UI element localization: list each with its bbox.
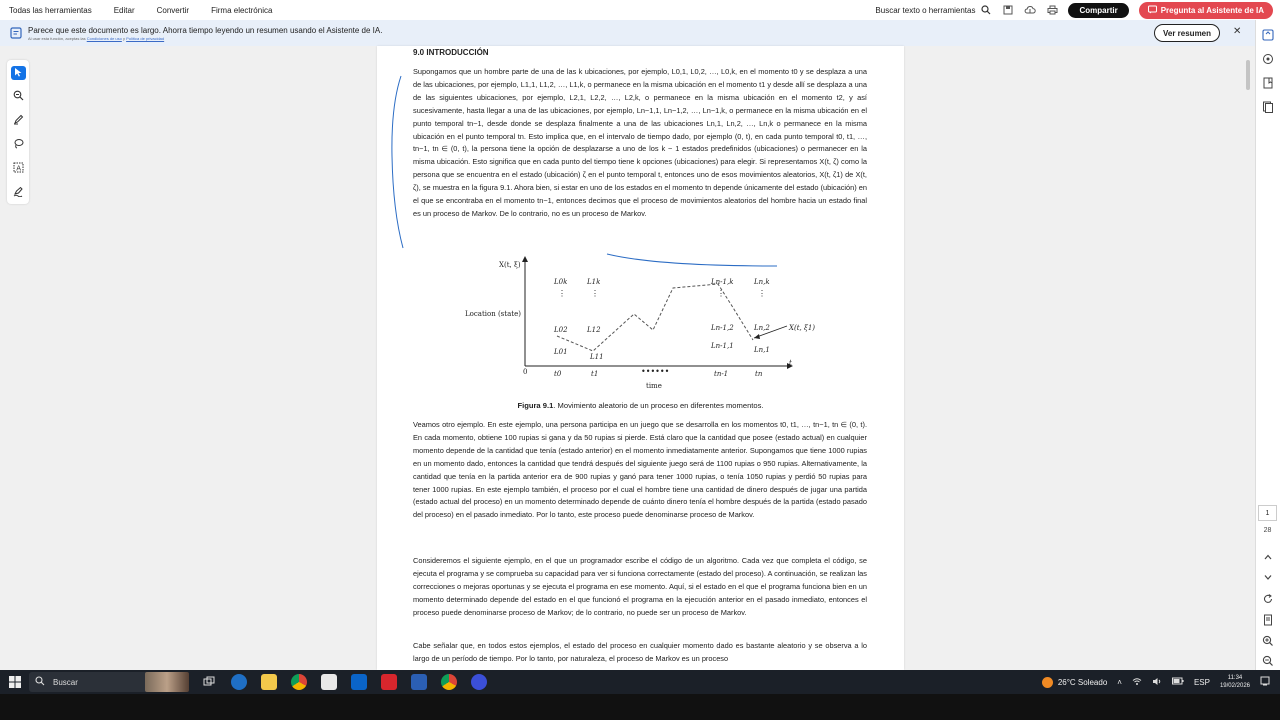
text-box-icon <box>13 160 24 178</box>
t-axis-label: t <box>789 359 792 367</box>
bookmark-icon[interactable] <box>1262 76 1274 88</box>
col0-dots: ⋮ <box>558 289 566 298</box>
taskbar-search[interactable] <box>29 672 189 692</box>
label-ln1: Ln,1 <box>754 346 770 354</box>
wifi-icon[interactable] <box>1132 677 1142 688</box>
taskbar-apps <box>201 674 487 690</box>
ai-summary-icon <box>10 27 22 39</box>
state-label: Location (state) <box>465 310 521 318</box>
origin-label: 0 <box>523 368 528 376</box>
volume-icon[interactable] <box>1152 677 1162 688</box>
col1-dots: ⋮ <box>591 289 599 298</box>
banner-texts <box>28 26 382 41</box>
label-ln2: Ln,2 <box>754 324 770 332</box>
tick-t1: t1 <box>591 370 599 378</box>
mail-icon[interactable] <box>351 674 367 690</box>
acrobat-icon[interactable] <box>381 674 397 690</box>
figure-caption-text: . Movimiento aleatorio de un proceso en diferentes momentos. <box>553 401 764 410</box>
label-l01: L01 <box>554 348 568 356</box>
clock-time: 11:34 <box>1227 675 1243 681</box>
rotate-icon[interactable] <box>1262 592 1274 604</box>
label-ln11: Ln-1,1 <box>711 342 734 350</box>
y-axis-arrow <box>522 256 528 262</box>
notifications-icon[interactable] <box>1260 676 1270 688</box>
tick-t0: t0 <box>554 370 562 378</box>
banner-legal-prefix: Al usar esta función, aceptas las <box>28 35 86 41</box>
zoom-tool[interactable] <box>11 90 26 104</box>
store-icon[interactable] <box>321 674 337 690</box>
ai-sparkle-icon <box>1148 5 1157 16</box>
label-l0k: L0k <box>554 278 568 286</box>
label-lnk: Ln,k <box>754 278 770 286</box>
top-menu-bar <box>0 0 1280 20</box>
edge-icon[interactable] <box>231 674 247 690</box>
file-explorer-icon[interactable] <box>261 674 277 690</box>
document-page <box>377 46 904 670</box>
lasso-tool[interactable] <box>11 138 26 152</box>
coln1-dots: ⋮ <box>717 289 725 298</box>
section-heading: 9.0 INTRODUCCIÓN <box>413 48 489 57</box>
paragraph-2: Veamos otro ejemplo. En este ejemplo, una persona participa en un juego que se desarrolla en los momentos t0, t1, …, tn−1, tn ∈ (0, t). En cada momento, obtiene 100 rupias si gana y da 50 rupias si pierde. Está claro que la cantidad que posee (estado actual) en cualquier momento depende de la cantidad que tenía (estado anterior) en el momento inmediatamente anterior. Supongamos que tiene 1000 rupias en un momento dado, entonces la cantidad que tendrá después del siguiente juego será de 1100 rupias o 950 rupias. Alternativamente, la cantidad que tenía en la partida anterior era de 900 rupias y ganó para tener 1000 rupias, o tenía 1050 rupias y perdió 50 rupias para tener 1000 rupias. En este ejemplo también, el proceso por el cual el hombre tiene una cantidad de dinero después de jugar una partida (estado actual del proceso) en un momento determinado depende de cuánto dinero tenía el hombre después de la partida (estado pasado del proceso) en el pasado inmediato. Por lo tanto, este proceso puede denominarse proceso de Markov. <box>413 420 867 520</box>
sign-tool[interactable] <box>11 186 26 200</box>
search-highlight-image <box>145 672 189 692</box>
search-icon <box>980 4 992 16</box>
save-icon[interactable] <box>1002 4 1014 16</box>
ai-summary-banner <box>0 20 1255 46</box>
close-icon[interactable]: ✕ <box>1233 26 1242 37</box>
view-summary-button[interactable]: Ver resumen <box>1154 24 1220 42</box>
top-right-actions <box>875 2 1280 19</box>
x-axis-label: time <box>646 382 662 390</box>
svg-text:A: A <box>15 164 21 173</box>
vertical-scrollbar[interactable] <box>1243 46 1253 670</box>
lasso-icon <box>13 136 24 154</box>
privacy-link[interactable]: Política de privacidad <box>126 35 165 41</box>
taskbar-search-label: Buscar <box>53 677 78 687</box>
tick-tn-1: tn-1 <box>714 370 729 378</box>
fit-page-icon[interactable] <box>1262 613 1274 625</box>
path-label: X(t, ξ1) <box>789 324 816 332</box>
chrome-profile-icon[interactable] <box>441 674 457 690</box>
label-ln1k: Ln-1,k <box>711 278 734 286</box>
weather-label: 26°C Soleado <box>1057 677 1108 687</box>
page-number-input[interactable]: 1 <box>1258 505 1277 521</box>
label-l12: L12 <box>587 326 601 334</box>
pages-icon[interactable] <box>1262 100 1274 112</box>
banner-legal-and: y <box>122 35 125 41</box>
sun-icon <box>1042 677 1053 688</box>
page-total: 28 <box>1263 527 1272 534</box>
chrome-icon[interactable] <box>291 674 307 690</box>
menu-edit[interactable]: Editar <box>113 5 135 15</box>
print-icon[interactable] <box>1046 4 1058 16</box>
pen-icon <box>13 112 24 130</box>
markov-figure <box>457 254 837 394</box>
menu-all-tools[interactable]: Todas las herramientas <box>9 5 92 15</box>
figure-caption <box>377 401 904 410</box>
chevron-down-icon[interactable] <box>1262 570 1274 582</box>
select-tool[interactable] <box>11 66 26 80</box>
windows-start-icon[interactable] <box>9 676 21 688</box>
clock[interactable] <box>1220 674 1250 690</box>
banner-message: Parece que este documento es largo. Ahorra tiempo leyendo un resumen usando el Asistente de IA. <box>28 25 383 35</box>
zoom-icon <box>13 88 24 106</box>
label-l11: L11 <box>590 353 604 361</box>
share-button[interactable]: Compartir <box>1068 3 1128 18</box>
path-pointer-arrow <box>754 334 760 339</box>
pen-tool[interactable] <box>11 114 26 128</box>
label-l1k: L1k <box>587 278 601 286</box>
task-view-icon[interactable] <box>201 674 217 690</box>
zoom-out-icon[interactable] <box>1262 654 1274 666</box>
banner-legal <box>28 36 382 41</box>
ai-assistant-button[interactable] <box>1139 2 1273 19</box>
tick-tn: tn <box>755 370 763 378</box>
chevron-up-icon[interactable] <box>1262 550 1274 562</box>
terms-link[interactable]: Condiciones de uso <box>86 35 122 41</box>
y-axis-label: X(t, ξ) <box>499 261 521 269</box>
cursor-icon <box>14 64 23 82</box>
menu-convert[interactable]: Convertir <box>156 5 190 15</box>
scrollbar-thumb[interactable] <box>1246 60 1250 90</box>
word-icon[interactable] <box>411 674 427 690</box>
tray-chevron-up-icon[interactable]: ˄ <box>1117 677 1122 687</box>
search-tools-label: Buscar texto o herramientas <box>875 5 976 15</box>
text-tool[interactable] <box>11 162 26 176</box>
menu-esign[interactable]: Firma electrónica <box>211 5 273 15</box>
label-l02: L02 <box>554 326 568 334</box>
comment-icon[interactable] <box>1262 52 1274 64</box>
system-tray <box>1042 674 1280 690</box>
weather-widget[interactable] <box>1042 677 1107 688</box>
clock-date: 19/02/2026 <box>1219 683 1250 689</box>
annotation-toolbar <box>7 60 29 204</box>
taskbar-search-icon <box>35 676 45 688</box>
coln-dots: ⋮ <box>758 289 766 298</box>
cloud-upload-icon[interactable] <box>1024 4 1036 16</box>
signature-icon <box>13 184 24 202</box>
ai-panel-icon[interactable] <box>1262 28 1274 40</box>
search-tools-button[interactable] <box>875 4 992 16</box>
label-ln12: Ln-1,2 <box>711 324 734 332</box>
battery-icon[interactable] <box>1172 677 1184 687</box>
dots-label: •••••• <box>641 367 670 376</box>
paragraph-1: Supongamos que un hombre parte de una de las k ubicaciones, por ejemplo, L0,1, L0,2, …, L0,k, en el momento t0 y se desplaza a una de las ubicaciones, por ejemplo, L1,1, L1,2, …, L1,k, o permanece en la misma ubicación en el momento t1 y desde allí se desplaza a una de las siguientes ubicaciones, por ejemplo, L2,1, L2,2, …, L2,k, o permanece en la misma ubicación en el momento t2, y así sucesivamente, hasta llegar a una de las ubicaciones, por ejemplo, Ln−1,1, Ln−1,2, …, Ln−1,k, o permanece en la misma ubicación en el punto temporal tn−1, desde donde se desplaza finalmente a una de las ubicaciones Ln,1, Ln,2, …, Ln,k o permanece en la misma ubicación en el punto temporal tn. Esto implica que, en el intervalo de tiempo dado, por ejemplo (0, t), en cada punto temporal t0, t1, …, tn−1, tn ∈ (0, t), la persona tiene la opción de desplazarse a uno de los k − 1 estados predefinidos (ubicaciones) o permanecer en la misma ubicación. Esto significa que en cada punto del tiempo tiene k opciones (ubicaciones) para elegir. Si representamos X(t, ζ) como la persona que se encuentra en el estado (ubicación) ζ en el punto temporal t, entonces uno de esos movimientos aleatorios, X(t, ζ1) de X(t, ζ), se muestra en la figura 9.1. Ahora bien, si estar en uno de los estados en el momento tn depende únicamente del estado (ubicación) en el que se encontraba en el momento tn−1, entonces decimos que el proceso de movimientos aleatorios del hombre hacia un estado final es un proceso de Markov. De lo contrario, no es un proceso de Markov. <box>413 67 867 218</box>
windows-taskbar <box>0 670 1280 694</box>
main-menu <box>0 6 294 15</box>
figure-caption-label: Figura 9.1 <box>517 401 554 410</box>
paragraph-4: Cabe señalar que, en todos estos ejemplos, el estado del proceso en cualquier momento dado es bastante aleatorio y se observa a lo largo de un período de tiempo. Por lo tanto, por naturaleza, el proceso de Markov es un proceso <box>413 641 867 663</box>
screen-bottom-strip <box>0 694 1280 720</box>
language-indicator[interactable]: ESP <box>1193 677 1210 687</box>
zoom-in-icon[interactable] <box>1262 634 1274 646</box>
right-side-panel <box>1255 20 1280 670</box>
app-icon[interactable] <box>471 674 487 690</box>
paragraph-3: Consideremos el siguiente ejemplo, en el que un programador escribe el código de un algoritmo. Cada vez que completa el código, se ejecuta el programa y se comprueba su capacidad para ver si funciona correctamente (estado del proceso). A continuación, se realizan las correcciones o mejoras oportunas y se ejecuta el programa en ese momento. Aquí, si el estado en el que el programa funciona bien en un momento determinado depende del estado en el que funcionó el programa en la ejecución anterior en el pasado inmediato, entonces el proceso puede denominarse proceso de Markov; de lo contrario, no puede ser un proceso de Markov. <box>413 556 867 617</box>
ai-assistant-label: Pregunta al Asistente de IA <box>1160 5 1264 15</box>
